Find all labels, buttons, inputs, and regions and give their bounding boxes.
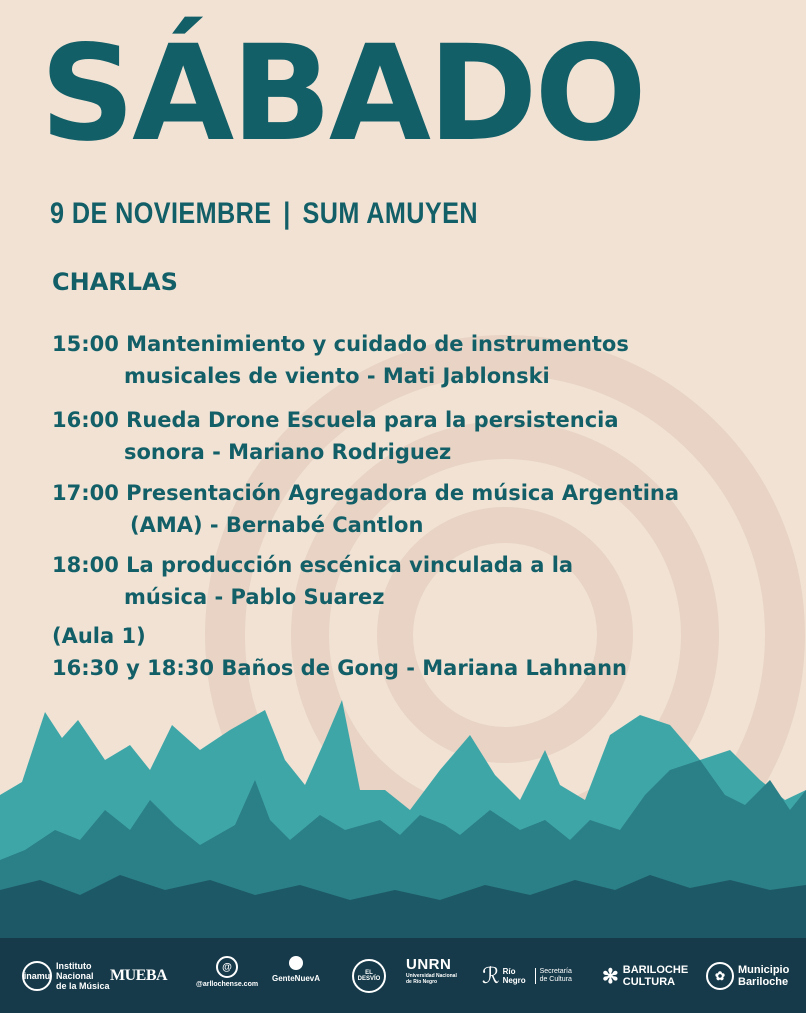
municipio-icon: ✿ [706,962,734,990]
mueba-logo [110,956,167,996]
el-desvio-badge: EL DESVÍO [352,959,386,993]
talk-time: 17:00 [52,481,119,505]
talk-item [52,328,629,392]
bariloche-cultura-text [623,964,688,988]
secretaria-cultura-text [535,968,572,984]
bariloche-cultura-line2: CULTURA [622,976,676,988]
mountains-illustration [0,690,806,940]
talk-time: 16:00 [52,408,119,432]
date-venue-separator: | [283,197,291,230]
rio-negro-line1: Secretaría [539,968,572,975]
unrn-subtitle [406,973,457,985]
talk-time: 15:00 [52,332,119,356]
talk-time: 18:00 [52,553,119,577]
unrn-text: UNRN [406,956,452,973]
section-heading: CHARLAS [52,268,178,296]
gente-nueva-logo [272,956,320,996]
inamu-text [56,961,110,991]
talk-item [52,477,679,541]
talk-title-line2: musicales de viento - Mati Jablonski [124,364,550,388]
talk-title-line2: sonora - Mariano Rodriguez [124,440,452,464]
municipio-bariloche-logo [706,956,789,996]
event-date: 9 DE NOVIEMBRE [50,197,272,230]
municipio-line1: Municipio [738,964,790,976]
talk-title-line2: música - Pablo Suarez [124,585,385,609]
talk-title-line2: (AMA) - Bernabé Cantlon [130,513,424,537]
mueba-text: MUEBA [110,967,168,984]
bariloche-cultura-logo [602,956,688,996]
unrn-line1: Universidad Nacional [406,973,457,979]
talk-title-line1: Presentación Agregadora de música Argentina [126,481,680,505]
page-title: SÁBADO [40,17,644,171]
bariloche-cultura-line1: BARILOCHE [622,964,689,976]
inamu-logo [22,956,110,996]
bariloche-cultura-icon: ✻ [602,965,619,988]
unrn-line2: de Río Negro [406,979,438,985]
municipio-text [738,964,789,988]
arlochense-logo [196,956,258,996]
inamu-line2: Nacional [56,971,94,981]
talk-title-line1: Mantenimiento y cuidado de instrumentos [126,332,629,356]
sponsors-footer [0,938,806,1013]
rio-negro-logo [482,956,572,996]
inamu-line3: de la Música [56,981,110,991]
municipio-line2: Bariloche [738,976,789,988]
rio-negro-line2: de Cultura [539,976,572,983]
el-desvio-logo [352,956,386,996]
aula-label: (Aula 1) [52,624,146,648]
unrn-logo [406,956,457,996]
inamu-line1: Instituto [56,961,92,971]
event-date-venue [50,197,478,231]
talk-title-line1: La producción escénica vinculada a la [126,553,574,577]
talk-item [52,549,573,613]
inamu-icon: inamu [22,961,52,991]
at-icon: @ [216,956,238,978]
talk-item [52,404,619,468]
arlochense-handle: @arllochense.com [196,981,259,988]
gong-session [52,620,627,684]
event-venue: SUM AMUYEN [302,197,479,230]
gente-nueva-icon [289,956,303,970]
rio-negro-text: Río Negro [502,967,526,985]
gong-session-text: 16:30 y 18:30 Baños de Gong - Mariana Lahnann [52,656,627,680]
talk-title-line1: Rueda Drone Escuela para la persistencia [126,408,619,432]
gente-nueva-text: GenteNuevA [272,974,321,983]
rio-negro-icon: ℛ [482,963,500,989]
